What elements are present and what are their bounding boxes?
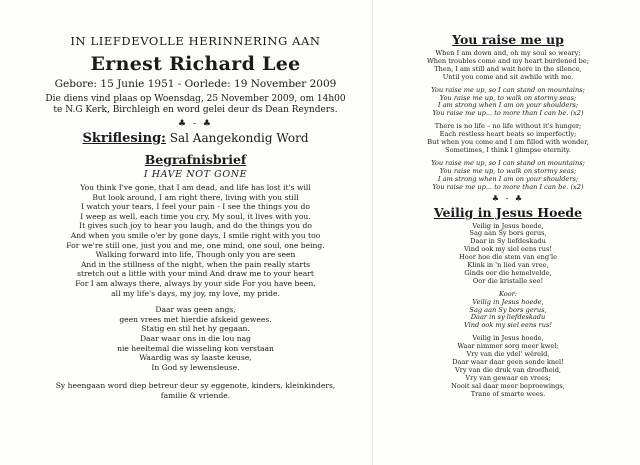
lyric-line: Vry van gewaar en vrees; bbox=[465, 373, 551, 382]
poem-line: Statig en stil het hy gegaan. bbox=[141, 324, 250, 334]
ornament-icon: ♣ - ♣ bbox=[491, 193, 525, 203]
poem-line: And when you smile o'er by gone days, I smile right with you too bbox=[70, 230, 321, 240]
poem-line: I weep as well, each time you cry, My soul, it lives with you. bbox=[80, 211, 311, 221]
letter-heading: Begrafnisbrief bbox=[144, 152, 247, 167]
poem-line: For we're still one, just you and me, one mind, one soul, one being. bbox=[66, 240, 325, 250]
lyric-line: There is no life – no life without it's hunger; bbox=[434, 122, 582, 131]
lyric-line: Vry van die druk van droefheid, bbox=[454, 365, 562, 374]
footer-line: Sy heengaan word diep betreur deur sy eggenote, kinders, kleinkinders, bbox=[55, 381, 336, 391]
lyric-line: Vind ook my siel eens rus! bbox=[464, 321, 552, 330]
poem-line: But look around, I am right there, living with you still bbox=[92, 192, 299, 202]
stanza bbox=[392, 50, 624, 82]
lyric-line: Then, I am still and wait here in the silence, bbox=[434, 64, 582, 73]
poem-line: stretch out a little with your mind And draw me to your heart bbox=[77, 269, 314, 279]
poem-line: Walking forward into life, Though only you are seen bbox=[95, 250, 296, 260]
deceased-name: Ernest Richard Lee bbox=[90, 53, 301, 75]
mourners-note bbox=[38, 381, 353, 401]
song-title: You raise me up bbox=[452, 32, 564, 47]
lyric-line: You raise me up, so I can stand on mountains; bbox=[431, 158, 585, 167]
lyric-line: Ginds oor die hemelvelde, bbox=[464, 268, 552, 277]
reading-label: Skriflesing: bbox=[82, 131, 166, 146]
lyric-line: You raise me up... to more than I can be. (x2) bbox=[432, 182, 584, 191]
lyric-line: I am strong when I am on your shoulders; bbox=[437, 101, 579, 110]
poem-line: For I am always there, always by your side For you have been, bbox=[75, 278, 316, 288]
chorus bbox=[392, 87, 624, 119]
poem-english bbox=[38, 183, 353, 298]
lyric-line: But when you come and I am filled with wonder, bbox=[427, 138, 589, 147]
poem-line: Daar was geen angs, bbox=[155, 305, 236, 315]
lyric-line: Each restless heart beats so imperfectly; bbox=[439, 130, 577, 139]
service-line: te N.G Kerk, Birchleigh en word gelei deur ds Dean Reynders. bbox=[53, 105, 338, 115]
poem-line: geen vrees met hierdie afskeid gewees. bbox=[119, 314, 272, 324]
lyric-line: Veilig in Jesus hoede, bbox=[472, 297, 544, 306]
poem-line: Waardig was sy laaste keuse, bbox=[139, 353, 252, 363]
lyric-line: When troubles come and my heart burdened be; bbox=[426, 56, 589, 65]
lyric-line: You raise me up, to walk on stormy seas; bbox=[439, 166, 577, 175]
lyric-line: Veilig in Jesus hoede, bbox=[472, 334, 544, 343]
life-dates: Gebore: 15 Junie 1951 - Oorlede: 19 November 2009 bbox=[54, 78, 337, 90]
lyric-line: Daar in Sy liefdeskadu bbox=[470, 237, 546, 246]
service-details bbox=[38, 94, 353, 116]
poem-line: It gives such joy to hear you laugh, and do the things you do bbox=[79, 221, 312, 231]
chorus bbox=[392, 291, 624, 331]
page-fold-divider bbox=[372, 0, 373, 465]
stanza bbox=[392, 123, 624, 155]
lyric-line: Daar waar daar geen sonde knel! bbox=[452, 358, 564, 366]
reading-text: Sal Aangekondig Word bbox=[165, 131, 309, 145]
lyric-line: Sometimes, I think I glimpse eternity. bbox=[445, 145, 571, 154]
lyric-line: Trane of smarte wees. bbox=[470, 389, 546, 398]
lyric-line: You raise me up, so I can stand on mountains; bbox=[431, 85, 585, 94]
poem-line: I watch your tears, I feel your pain - I see the things you do bbox=[81, 202, 310, 212]
intro-heading: IN LIEFDEVOLLE HERINNERING AAN bbox=[70, 34, 321, 48]
hymn-title: Veilig in Jesus Hoede bbox=[433, 204, 583, 220]
poem-line: You think I've gone, that I am dead, and life has lost it's will bbox=[80, 183, 311, 192]
left-panel bbox=[38, 30, 353, 401]
right-panel bbox=[392, 32, 624, 404]
lyric-line: Klink in 'n lied van vree, bbox=[467, 261, 549, 270]
lyric-line: Oor die kristalle see! bbox=[472, 276, 544, 285]
stanza bbox=[392, 223, 624, 286]
lyric-line: Nooit sal daar meer beproewings, bbox=[451, 381, 565, 390]
scripture-reading bbox=[38, 131, 353, 146]
poem-line: all my life's days, my joy, my love, my pride. bbox=[111, 288, 280, 298]
lyric-line: Vry van die ydel' wêreld, bbox=[466, 350, 550, 359]
lyric-line: When I am down and, oh my soul so weary; bbox=[435, 49, 581, 57]
poem-line: Daar waar ons in die lou nag bbox=[139, 333, 252, 343]
lyric-line: Vind ook my siel eens rus! bbox=[464, 245, 552, 254]
stanza bbox=[392, 335, 624, 398]
lyric-line: I am strong when I am on your shoulders; bbox=[437, 174, 579, 183]
song-lyrics bbox=[392, 50, 624, 192]
lyric-line: Sag aan Sy bors gerus, bbox=[469, 229, 547, 238]
lyric-line: Until you come and sit awhile with me. bbox=[442, 72, 574, 81]
lyric-line: Sag aan Sy bors gerus, bbox=[469, 305, 547, 314]
hymn-lyrics bbox=[392, 223, 624, 399]
poem-line: nie heeltemal die wisseling kon verstaan bbox=[117, 343, 274, 353]
poem-title: I HAVE NOT GONE bbox=[143, 169, 248, 180]
lyric-line: Veilig in Jesus hoede, bbox=[472, 221, 544, 230]
koor-label: Koor: bbox=[498, 289, 518, 298]
poem-afrikaans bbox=[38, 305, 353, 372]
service-line: Die diens vind plaas op Woensdag, 25 November 2009, om 14h00 bbox=[45, 94, 346, 104]
poem-line: And in the stillness of the night, when the pain really starts bbox=[80, 259, 311, 269]
poem-line: In God sy lewensleuse. bbox=[151, 362, 240, 372]
ornament-icon: ♣ - ♣ bbox=[178, 119, 213, 129]
lyric-line: Daar in sy liefdeskadu bbox=[470, 313, 546, 322]
chorus bbox=[392, 160, 624, 192]
lyric-line: Hoor hoe die stem van eng'le bbox=[459, 253, 557, 262]
footer-line: familie & vriende. bbox=[160, 391, 231, 401]
lyric-line: You raise me up, to walk on stormy seas; bbox=[439, 93, 577, 102]
lyric-line: Waar nimmer sorg meer kwel; bbox=[457, 342, 559, 351]
lyric-line: You raise me up... to more than I can be. (x2) bbox=[432, 109, 584, 118]
